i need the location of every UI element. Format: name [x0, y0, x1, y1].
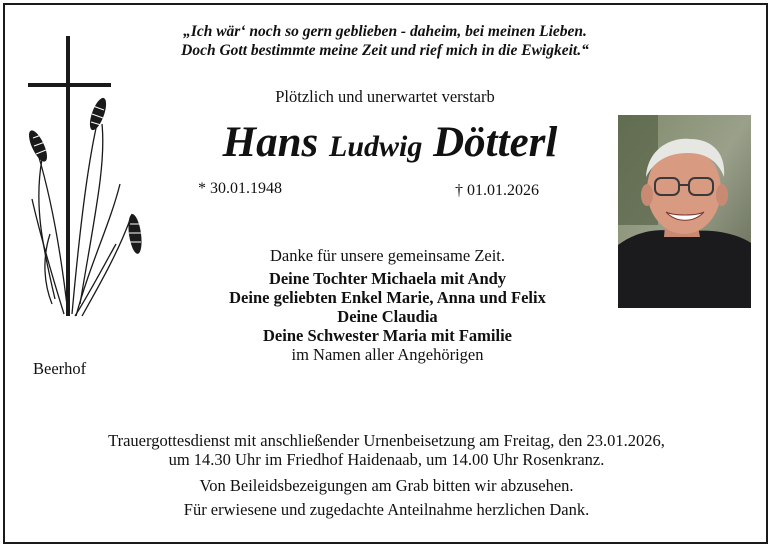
first-name: Hans: [222, 119, 319, 166]
gratitude-note: Für erwiesene und zugedachte Anteilnahme herzlichen Dank.: [183, 500, 590, 519]
thanks-text: Danke für unsere gemeinsame Zeit.: [269, 246, 506, 265]
cross-with-wheat-icon: [20, 34, 155, 319]
mourners-list: [160, 269, 615, 364]
mourner-daughter: Deine Tochter Michaela mit Andy: [268, 269, 507, 288]
mourner-partner: Deine Claudia: [337, 307, 438, 326]
death-date: † 01.01.2026: [455, 182, 539, 199]
quote: [150, 22, 620, 60]
quote-line-2: Doch Gott bestimmte meine Zeit und rief mich in die Ewigkeit.“: [181, 42, 589, 59]
last-name: Dötterl: [433, 119, 558, 166]
mourner-grandchildren: Deine geliebten Enkel Marie, Anna und Felix: [229, 288, 546, 307]
deceased-name: [180, 117, 600, 173]
place-of-residence: Beerhof: [33, 359, 87, 378]
intro-text: Plötzlich und unerwartet verstarb: [275, 87, 495, 106]
service-line-2: um 14.30 Uhr im Friedhof Haidenaab, um 14.00 Uhr Rosenkranz.: [168, 450, 605, 469]
middle-name: Ludwig: [329, 130, 423, 163]
quote-line-1: „Ich wär‘ noch so gern geblieben - daheim, bei meinen Lieben.: [183, 23, 587, 40]
condolence-note: Von Beileidsbezeigungen am Grab bitten wir abzusehen.: [199, 476, 574, 495]
funeral-service-info: [20, 431, 753, 469]
mourner-sister: Deine Schwester Maria mit Familie: [263, 326, 512, 345]
birth-date: * 30.01.1948: [198, 180, 282, 197]
on-behalf-line: im Namen aller Angehörigen: [291, 345, 484, 364]
service-line-1: Trauergottesdienst mit anschließender Urnenbeisetzung am Freitag, den 23.01.2026,: [108, 431, 665, 450]
portrait-photo: [618, 115, 751, 308]
